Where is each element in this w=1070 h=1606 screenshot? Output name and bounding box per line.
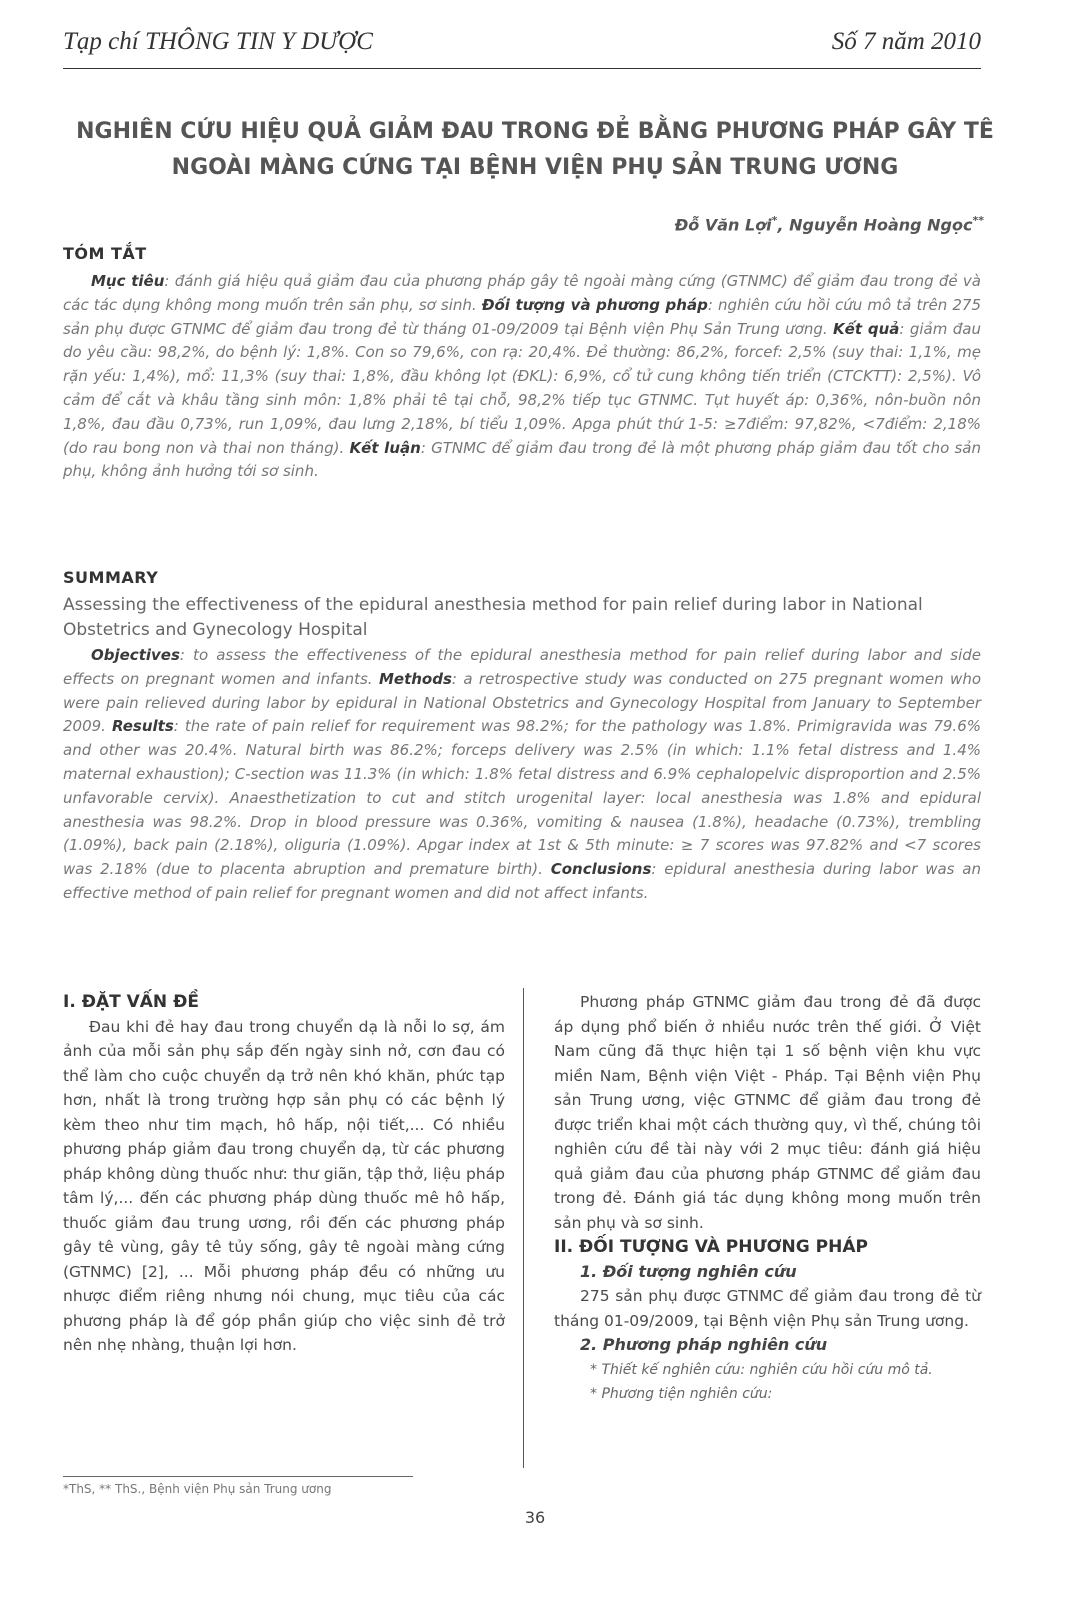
en-abstract-body [63,644,981,906]
author-2: Nguyễn Hoàng Ngọc [789,215,973,235]
section-1-heading: I. ĐẶT VẤN ĐỀ [63,992,199,1012]
author-separator: , [777,215,790,235]
left-column [63,990,505,1358]
title-line-1: NGHIÊN CỨU HIỆU QUẢ GIẢM ĐAU TRONG ĐẺ BẰNG PHƯƠNG PHÁP GÂY TÊ [76,119,994,144]
title-line-2: NGOÀI MÀNG CỨNG TẠI BỆNH VIỆN PHỤ SẢN TRUNG ƯƠNG [171,155,899,180]
en-objectives-label: Objectives [91,646,180,664]
bullet-study-design: * Thiết kế nghiên cứu: nghiên cứu hồi cứu mô tả. [590,1361,933,1378]
vn-methods-label: Đối tượng và phương pháp [481,295,708,314]
en-objectives-text: : to assess the effectiveness of the epidural anesthesia method for pain relief during labor and side effects on pregnant women and infants. [63,646,981,688]
issue-number: Số 7 năm 2010 [831,28,981,55]
vn-results-text: : giảm đau do yêu cầu: 98,2%, do bệnh lý: 1,8%. Con so 79,6%, con rạ: 20,4%. Đẻ thường: 86,2%, forcef: 2,5% (suy thai: 1,1%, mẹ rặn yếu: 1,4%), mổ: 11,3% (suy thai: 1,8%, đầu không lọt (ĐKL): 6,9%, cổ tử cung không tiến triển (CTCKTT): 2,5%). Vô cảm để cắt và khâu tầng sinh môn: 1,8% phải tê tại chỗ, 98,2% tiếp tục GTNMC. Tụt huyết áp: 0,36%, nôn-buồn nôn 1,8%, đau đầu 0,73%, run 1,09%, đau lưng 2,18%, bí tiểu 1,09%. Apga phút thứ 1-5: ≥7điểm: 97,82%, <7điểm: 2,18% (do rau bong non và thai non tháng). [63,319,981,457]
vn-results-label: Kết quả [833,319,900,338]
footnote-rule [63,1476,413,1477]
en-results-text: : the rate of pain relief for requirement was 98.2%; for the pathology was 1.8%. Primigravida was 79.6% and other was 20.4%. Natural birth was 86.2%; forceps delivery was 2.5% (in which: 1.1% fetal distress and 1.4% maternal exhaustion); C-section was 11.3% (in which: 1.8% fetal distress and 6.9% cephalopelvic disproportion and 2.5% unfavorable cervix). Anaesthetization to cut and stitch urogenital layer: local anesthesia was 1.8% and epidural anesthesia was 98.2%. Drop in blood pressure was 0.36%, vomiting & nausea (1.8%), headache (0.73%), trembling (1.09%), back pain (2.18%), oliguria (1.09%). Apgar index at 1st & 5th minute: ≥ 7 scores was 97.82% and <7 scores was 2.18% (due to placenta abruption and premature birth). [63,717,981,879]
en-summary-title: Assessing the effectiveness of the epidural anesthesia method for pain relief during labor in National Obstetrics and Gynecology Hospital [63,595,923,640]
author-1-mark: * [771,214,778,227]
column-divider [523,988,524,1468]
vn-conclusion-text: : GTNMC để giảm đau trong đẻ là một phương pháp giảm đau tốt cho sản phụ, không ảnh hưởng tới sơ sinh. [63,438,982,481]
right-column [554,990,981,1407]
vn-conclusion-label: Kết luận [349,438,421,457]
en-results-label: Results [111,717,174,736]
en-conclusion-text: : epidural anesthesia during labor was an effective method of pain relief for pregnant women and did not affect infants. [63,860,981,902]
section-2-heading: II. ĐỐI TƯỢNG VÀ PHƯƠNG PHÁP [554,1237,868,1257]
en-conclusion-label: Conclusions [550,860,652,879]
journal-name: Tạp chí THÔNG TIN Y DƯỢC [63,28,373,55]
subsection-2-heading: 2. Phương pháp nghiên cứu [580,1335,828,1354]
vn-methods-text: : nghiên cứu hồi cứu mô tả trên 275 sản phụ được GTNMC để giảm đau trong đẻ từ tháng 01-09/2009 tại Bệnh viện Phụ Sản Trung ương. [63,295,981,338]
subsection-1-heading: 1. Đối tượng nghiên cứu [580,1261,797,1281]
vn-abstract-body [63,270,981,484]
en-methods-label: Methods [378,669,452,688]
vn-objectives-label: Mục tiêu [91,272,165,290]
article-title [60,114,1010,186]
subsection-1-paragraph: 275 sản phụ được GTNMC để giảm đau trong đẻ từ tháng 01-09/2009, tại Bệnh viện Phụ sản Trung ương. [554,1287,981,1330]
intro-paragraph-2: Phương pháp GTNMC giảm đau trong đẻ đã được áp dụng phổ biến ở nhiều nước trên thế giới. Ở Việt Nam cũng đã thực hiện tại 1 số bệnh viện khu vực miền Nam, Bệnh viện Việt - Pháp. Tại Bệnh viện Phụ sản Trung ương, việc GTNMC để giảm đau trong đẻ được triển khai một cách thường quy, vì thế, chúng tôi nghiên cứu đề tài này với 2 mục tiêu: đánh giá hiệu quả giảm đau của phương pháp GTNMC để giảm đau trong đẻ. Đánh giá tác dụng không mong muốn trên sản phụ và sơ sinh. [554,993,981,1232]
author-1: Đỗ Văn Lợi [674,215,772,235]
authors [675,214,984,234]
en-methods-text: : a retrospective study was conducted on 275 pregnant women who were pain relieved during labor by epidural in National Obstetrics and Gynecology Hospital from January to September 2009. [63,669,982,736]
author-2-mark: ** [972,214,984,227]
section-1-paragraph: Đau khi đẻ hay đau trong chuyển dạ là nỗi lo sợ, ám ảnh của mỗi sản phụ sắp đến ngày sinh nở, cơn đau có thể làm cho cuộc chuyển dạ trở nên khó khăn, phức tạp hơn, nhất là trong trường hợp sản phụ có các bệnh lý kèm theo như tim mạch, hô hấp, nội tiết,... Có nhiều phương pháp giảm đau trong chuyển dạ, từ các phương pháp không dùng thuốc như: thư giãn, tập thở, liệu pháp tâm lý,... đến các phương pháp dùng thuốc mê hô hấp, thuốc giảm đau trung ương, rồi đến các phương pháp gây tê vùng, gây tê tủy sống, gây tê ngoài màng cứng (GTNMC) [2], ... Mỗi phương pháp đều có những ưu nhược điểm riêng nhưng nói chung, mục tiêu của các phương pháp là để góp phần giúp cho việc sinh đẻ trở nên nhẹ nhàng, thuận lợi hơn. [63,1017,505,1354]
page-number: 36 [524,1508,546,1527]
bullet-study-means: * Phương tiện nghiên cứu: [590,1386,773,1402]
footnote: *ThS, ** ThS., Bệnh viện Phụ sản Trung ương [63,1482,332,1496]
journal-header [63,20,981,69]
vn-abstract-heading: TÓM TẮT [63,244,147,263]
vn-objectives-text: : đánh giá hiệu quả giảm đau của phương pháp gây tê ngoài màng cứng (GTNMC) để giảm đau trong đẻ và các tác dụng không mong muốn trên sản phụ, sơ sinh. [63,272,981,314]
en-summary-heading: SUMMARY [63,568,159,587]
